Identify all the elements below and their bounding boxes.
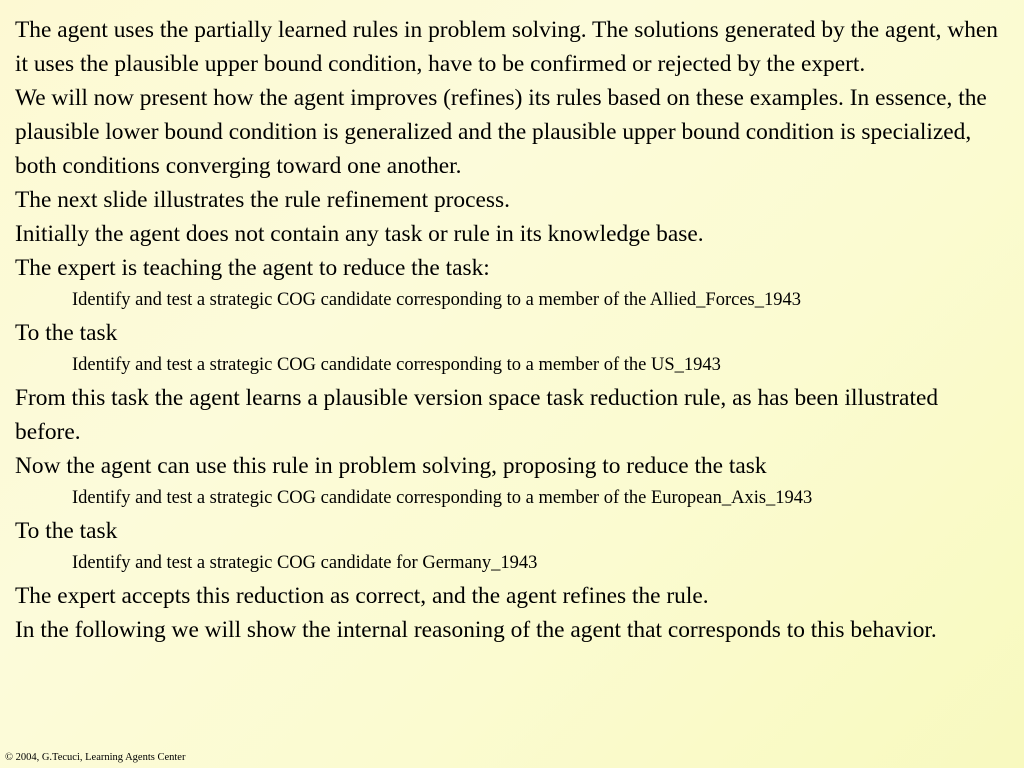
task-us: Identify and test a strategic COG candidate corresponding to a member of the US_1943 — [72, 355, 721, 375]
slide-body — [15, 13, 1009, 647]
paragraph-expert-teaching: The expert is teaching the agent to reduce the task: — [15, 255, 490, 281]
paragraph-next-slide: The next slide illustrates the rule refinement process. — [15, 187, 510, 213]
task-european-axis: Identify and test a strategic COG candidate corresponding to a member of the European_Axis_1943 — [72, 488, 813, 508]
paragraph-initial-state: Initially the agent does not contain any task or rule in its knowledge base. — [15, 221, 704, 247]
task-germany: Identify and test a strategic COG candidate for Germany_1943 — [72, 553, 538, 573]
paragraph-expert-accepts: The expert accepts this reduction as correct, and the agent refines the rule. — [15, 583, 709, 609]
paragraph-to-the-task-2: To the task — [15, 518, 118, 544]
paragraph-to-the-task-1: To the task — [15, 320, 118, 346]
paragraph-internal-reasoning: In the following we will show the internal reasoning of the agent that corresponds to this behavior. — [15, 617, 937, 643]
task-allied-forces: Identify and test a strategic COG candidate corresponding to a member of the Allied_Forces_1943 — [72, 290, 801, 310]
paragraph-agent-learns-rule: From this task the agent learns a plausible version space task reduction rule, as has been illustrated before. — [15, 385, 939, 445]
paragraph-partially-learned-rules: The agent uses the partially learned rules in problem solving. The solutions generated by the agent, when it uses the plausible upper bound condition, have to be confirmed or rejected by the expert. — [15, 17, 999, 77]
paragraph-problem-solving: Now the agent can use this rule in problem solving, proposing to reduce the task — [15, 453, 767, 479]
paragraph-rule-refinement-intro: We will now present how the agent improves (refines) its rules based on these examples. In essence, the plausible lower bound condition is generalized and the plausible upper bound condition is specialized, both conditions converging toward one another. — [15, 85, 987, 179]
footer-copyright: © 2004, G.Tecuci, Learning Agents Center — [5, 752, 186, 763]
